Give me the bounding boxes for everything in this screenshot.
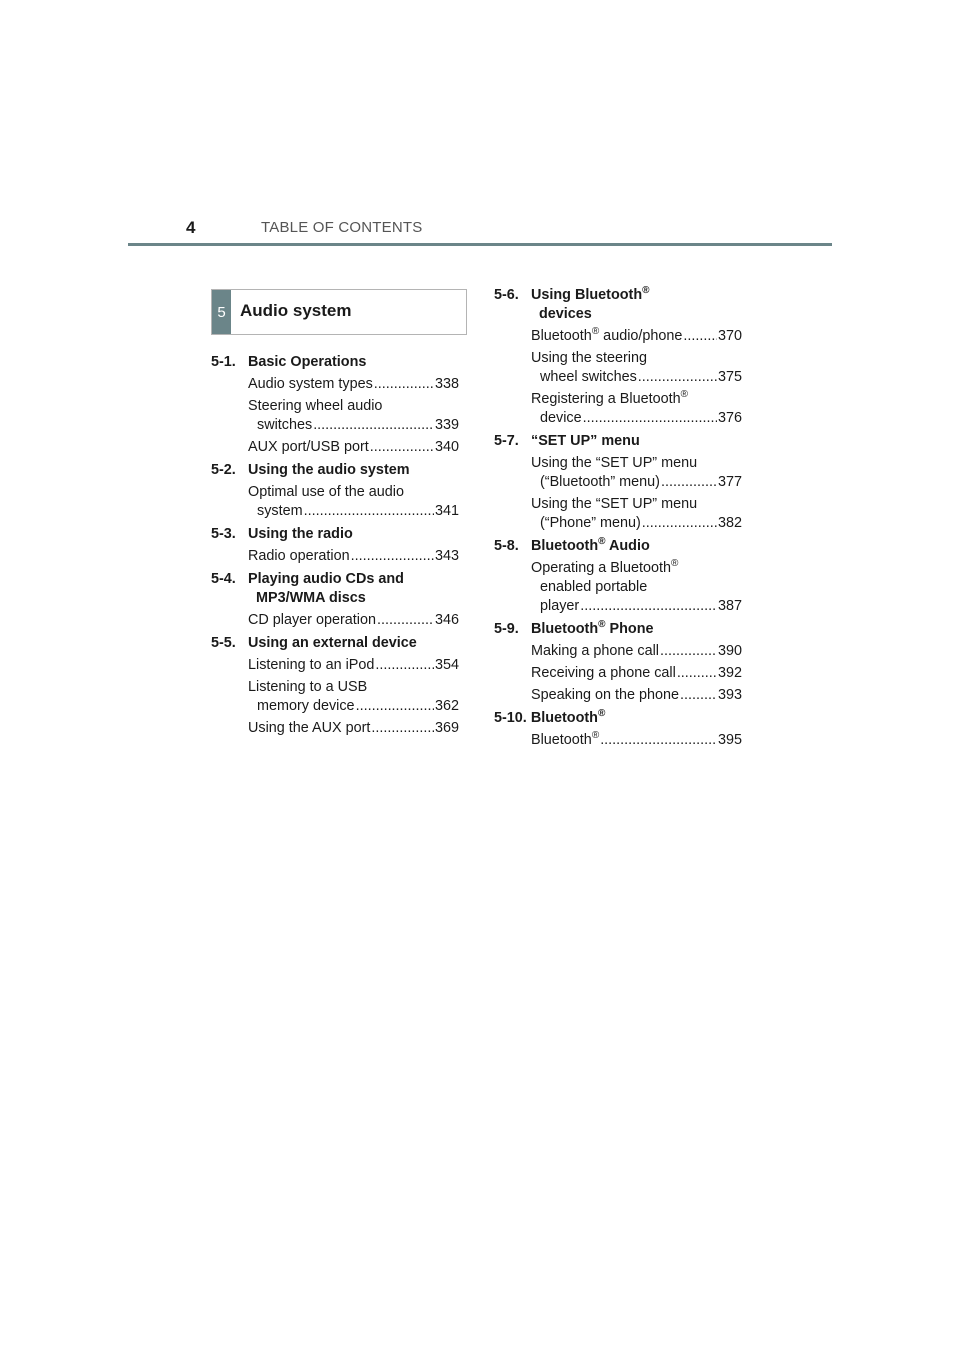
section-title-text: Bluetooth xyxy=(531,538,599,554)
running-title: TABLE OF CONTENTS xyxy=(261,219,423,236)
toc-entry-receiving-call[interactable] xyxy=(531,664,742,683)
entry-text xyxy=(531,390,742,409)
section-title xyxy=(531,537,742,556)
entry-page: 341 xyxy=(434,503,459,519)
toc-section-5-5[interactable] xyxy=(211,634,459,653)
section-title-text: Bluetooth xyxy=(531,621,599,637)
section-title-line: MP3/WMA discs xyxy=(256,590,366,606)
page-number: 4 xyxy=(186,218,196,237)
section-number: 5-6. xyxy=(494,287,519,303)
leader-dots xyxy=(313,416,434,435)
registered-mark: ® xyxy=(597,708,606,719)
registered-mark: ® xyxy=(591,730,600,741)
entry-page: 392 xyxy=(717,665,742,681)
entry-text: player xyxy=(540,598,580,614)
section-number: 5-4. xyxy=(211,571,236,587)
entry-text xyxy=(531,327,682,346)
toc-entry-optimal-use[interactable] xyxy=(248,483,459,521)
section-title: Using an external device xyxy=(248,635,417,651)
leader-dots xyxy=(661,473,717,492)
entry-text: (“Bluetooth” menu) xyxy=(540,474,660,490)
leader-dots xyxy=(638,368,717,387)
section-number: 5-3. xyxy=(211,526,236,542)
entry-text: enabled portable xyxy=(540,579,648,595)
registered-mark: ® xyxy=(680,389,688,400)
entry-text xyxy=(531,559,742,578)
entry-text: memory device xyxy=(257,698,355,714)
entry-text: Using the “SET UP” menu xyxy=(531,455,698,471)
toc-right-column xyxy=(494,286,742,750)
toc-left-column xyxy=(211,353,459,738)
entry-text: wheel switches xyxy=(540,369,637,385)
section-number: 5-9. xyxy=(494,621,519,637)
registered-mark: ® xyxy=(642,285,650,296)
section-title: Basic Operations xyxy=(248,354,367,370)
chapter-title: Audio system xyxy=(240,301,352,320)
leader-dots xyxy=(677,664,717,683)
toc-entry-setup-phone-menu[interactable] xyxy=(531,495,742,533)
section-title xyxy=(248,570,459,608)
entry-text: Speaking on the phone xyxy=(531,687,680,703)
entry-text xyxy=(531,731,599,750)
leader-dots xyxy=(580,597,717,616)
entry-page: 346 xyxy=(434,612,459,628)
leader-dots xyxy=(304,502,434,521)
entry-text: Using the steering xyxy=(531,350,647,366)
leader-dots xyxy=(583,409,717,428)
section-title: Using the radio xyxy=(248,526,353,542)
toc-entry-cd-player-operation[interactable] xyxy=(248,611,459,630)
leader-dots xyxy=(660,642,717,661)
toc-entry-bluetooth[interactable] xyxy=(531,731,742,750)
leader-dots xyxy=(370,438,434,457)
section-number: 5-2. xyxy=(211,462,236,478)
chapter-number: 5 xyxy=(212,290,231,334)
section-title xyxy=(531,286,742,324)
toc-entry-setup-bluetooth-menu[interactable] xyxy=(531,454,742,492)
registered-mark: ® xyxy=(598,619,606,630)
leader-dots xyxy=(600,731,717,750)
section-title-line: Playing audio CDs and xyxy=(248,571,404,587)
toc-entry-speaking-on-phone[interactable] xyxy=(531,686,742,705)
entry-text: AUX port/USB port xyxy=(248,439,369,455)
entry-page: 377 xyxy=(717,474,742,490)
leader-dots xyxy=(377,611,434,630)
toc-entry-aux-port[interactable] xyxy=(248,719,459,738)
entry-text: Radio operation xyxy=(248,548,350,564)
entry-page: 338 xyxy=(434,376,459,392)
entry-text: Using the AUX port xyxy=(248,720,371,736)
section-title-text: Using Bluetooth xyxy=(531,287,643,303)
entry-text-part: Operating a Bluetooth xyxy=(531,560,672,576)
section-number: 5-10. xyxy=(494,710,527,726)
entry-text: Receiving a phone call xyxy=(531,665,676,681)
leader-dots xyxy=(371,719,434,738)
toc-entry-radio-operation[interactable] xyxy=(248,547,459,566)
entry-text: switches xyxy=(257,417,313,433)
toc-section-5-7[interactable] xyxy=(494,432,742,451)
toc-section-5-3[interactable] xyxy=(211,525,459,544)
toc-entry-steering-wheel-audio-switches[interactable] xyxy=(248,397,459,435)
entry-text: Listening to an iPod xyxy=(248,657,375,673)
leader-dots xyxy=(680,686,717,705)
toc-entry-registering-device[interactable] xyxy=(531,390,742,428)
toc-section-5-8[interactable] xyxy=(494,537,742,556)
section-title-text: Audio xyxy=(605,538,650,554)
section-title-line xyxy=(531,287,650,303)
toc-entry-aux-usb-port[interactable] xyxy=(248,438,459,457)
toc-entry-bluetooth-audio-phone[interactable] xyxy=(531,327,742,346)
entry-text: system xyxy=(257,503,303,519)
toc-entry-usb-memory[interactable] xyxy=(248,678,459,716)
toc-entry-making-call[interactable] xyxy=(531,642,742,661)
entry-page: 375 xyxy=(717,369,742,385)
toc-section-5-2[interactable] xyxy=(211,461,459,480)
entry-page: 340 xyxy=(434,439,459,455)
section-title: Bluetooth xyxy=(530,710,598,726)
registered-mark: ® xyxy=(671,558,679,569)
entry-page: 382 xyxy=(717,515,742,531)
entry-page: 395 xyxy=(717,732,742,748)
entry-text: Making a phone call xyxy=(531,643,659,659)
entry-page: 354 xyxy=(434,657,459,673)
toc-section-5-4[interactable] xyxy=(211,570,459,608)
entry-page: 390 xyxy=(717,643,742,659)
leader-dots xyxy=(374,375,434,394)
entry-page: 339 xyxy=(434,417,459,433)
section-number: 5-5. xyxy=(211,635,236,651)
chapter-tab xyxy=(211,289,467,335)
toc-entry-audio-system-types[interactable] xyxy=(248,375,459,394)
leader-dots xyxy=(351,547,434,566)
entry-text-part: Registering a Bluetooth xyxy=(531,391,681,407)
section-title-text: Phone xyxy=(605,621,654,637)
toc-section-5-9[interactable] xyxy=(494,620,742,639)
leader-dots xyxy=(375,656,434,675)
entry-text: device xyxy=(540,410,582,426)
entry-page: 393 xyxy=(717,687,742,703)
section-number: 5-7. xyxy=(494,433,519,449)
entry-text: Audio system types xyxy=(248,376,373,392)
entry-page: 376 xyxy=(717,410,742,426)
entry-text: Steering wheel audio xyxy=(248,398,383,414)
registered-mark: ® xyxy=(591,326,600,337)
toc-entry-portable-player[interactable] xyxy=(531,559,742,616)
toc-entry-ipod[interactable] xyxy=(248,656,459,675)
entry-text-part: Bluetooth xyxy=(531,328,592,344)
toc-section-5-1[interactable] xyxy=(211,353,459,372)
entry-text: Listening to a USB xyxy=(248,679,368,695)
entry-text-part: audio/phone xyxy=(599,328,683,344)
section-title: Using the audio system xyxy=(248,462,410,478)
entry-text: CD player operation xyxy=(248,612,376,628)
leader-dots xyxy=(356,697,434,716)
section-number: 5-1. xyxy=(211,354,236,370)
entry-text: Optimal use of the audio xyxy=(248,484,404,500)
entry-page: 343 xyxy=(434,548,459,564)
section-number: 5-8. xyxy=(494,538,519,554)
header-rule xyxy=(128,243,832,246)
entry-text: Using the “SET UP” menu xyxy=(531,496,698,512)
entry-page: 387 xyxy=(717,598,742,614)
page-header xyxy=(128,215,832,247)
entry-page: 369 xyxy=(434,720,459,736)
toc-section-5-6[interactable] xyxy=(494,286,742,324)
toc-section-5-10[interactable] xyxy=(494,709,742,728)
section-title: “SET UP” menu xyxy=(531,433,640,449)
section-title xyxy=(531,620,742,639)
leader-dots xyxy=(642,514,717,533)
section-title-line: devices xyxy=(539,306,592,322)
entry-page: 362 xyxy=(434,698,459,714)
registered-mark: ® xyxy=(598,536,606,547)
entry-page: 370 xyxy=(717,328,742,344)
entry-text: (“Phone” menu) xyxy=(540,515,641,531)
leader-dots xyxy=(683,327,717,346)
entry-text-part: Bluetooth xyxy=(531,732,592,748)
toc-entry-steering-wheel-switches[interactable] xyxy=(531,349,742,387)
